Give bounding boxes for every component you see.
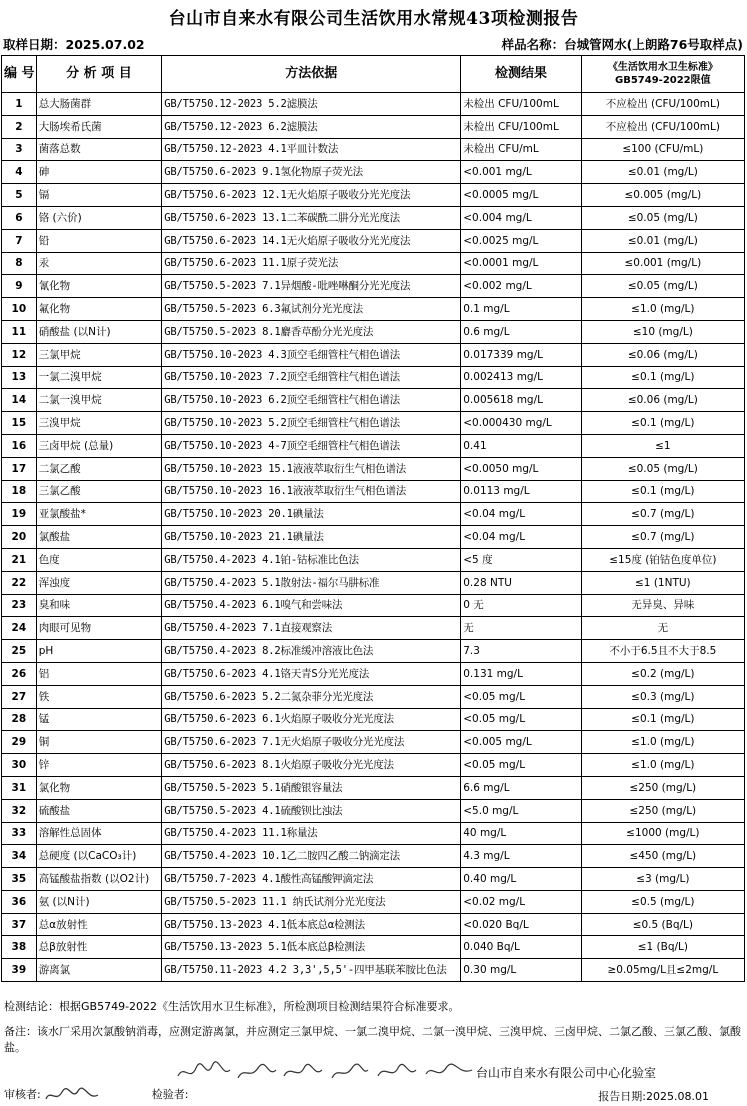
table-row [2,343,745,366]
table-row [2,434,745,457]
standard-limit: ≤0.06 (mg/L) [581,389,744,412]
row-number: 13 [2,366,37,389]
laboratory-name: 台山市自来水有限公司中心化验室 [476,1066,657,1080]
method-basis: GB/T5750.5-2023 5.1硝酸银容量法 [162,776,461,799]
analysis-item: 三溴甲烷 [36,412,162,435]
row-number: 25 [2,640,37,663]
table-row [2,936,745,959]
test-result: 未检出 CFU/100mL [461,93,581,116]
report-date-value: 2025.08.01 [646,1090,709,1103]
table-row [2,708,745,731]
analysis-item: 氯化物 [36,776,162,799]
analysis-item: 氰化物 [36,275,162,298]
test-result: <0.05 mg/L [461,754,581,777]
analysis-item: 硫酸盐 [36,799,162,822]
test-result: 0.6 mg/L [461,320,581,343]
standard-limit: ≤0.05 (mg/L) [581,206,744,229]
row-number: 22 [2,571,37,594]
table-body [2,93,745,982]
method-basis: GB/T5750.12-2023 5.2滤膜法 [162,93,461,116]
row-number: 23 [2,594,37,617]
row-number: 3 [2,138,37,161]
method-basis: GB/T5750.6-2023 14.1无火焰原子吸收分光光度法 [162,229,461,252]
test-result: <0.005 mg/L [461,731,581,754]
analysis-item: 镉 [36,184,162,207]
row-number: 37 [2,913,37,936]
test-result: <0.0025 mg/L [461,229,581,252]
standard-limit: ≤1000 (mg/L) [581,822,744,845]
test-result: 0.131 mg/L [461,662,581,685]
standard-limit: ≤0.1 (mg/L) [581,480,744,503]
handwritten-signatures [176,1060,476,1084]
test-result: 0.30 mg/L [461,959,581,982]
standard-limit: 不应检出 (CFU/100mL) [581,115,744,138]
method-basis: GB/T5750.6-2023 8.1火焰原子吸收分光光度法 [162,754,461,777]
test-result: 无 [461,617,581,640]
row-number: 10 [2,298,37,321]
standard-limit: 不应检出 (CFU/100mL) [581,93,744,116]
header-standard [581,56,744,93]
standard-limit: ≤10 (mg/L) [581,320,744,343]
analysis-item: 溶解性总固体 [36,822,162,845]
table-row [2,868,745,891]
row-number: 5 [2,184,37,207]
method-basis: GB/T5750.4-2023 7.1直接观察法 [162,617,461,640]
header-method: 方法依据 [162,56,461,93]
row-number: 33 [2,822,37,845]
method-basis: GB/T5750.4-2023 4.1铂-钴标准比色法 [162,548,461,571]
row-number: 24 [2,617,37,640]
row-number: 11 [2,320,37,343]
table-row [2,503,745,526]
table-row [2,93,745,116]
row-number: 27 [2,685,37,708]
test-result: <0.000430 mg/L [461,412,581,435]
table-row [2,594,745,617]
analysis-item: 锌 [36,754,162,777]
method-basis: GB/T5750.4-2023 6.1嗅气和尝味法 [162,594,461,617]
row-number: 26 [2,662,37,685]
row-number: 17 [2,457,37,480]
method-basis: GB/T5750.12-2023 4.1平皿计数法 [162,138,461,161]
test-result: 未检出 CFU/100mL [461,115,581,138]
table-row [2,822,745,845]
standard-limit: 不小于6.5且不大于8.5 [581,640,744,663]
method-basis: GB/T5750.13-2023 4.1低本底总α检测法 [162,913,461,936]
method-basis: GB/T5750.10-2023 16.1液液萃取衍生气相色谱法 [162,480,461,503]
test-result: 0.005618 mg/L [461,389,581,412]
table-row [2,457,745,480]
standard-limit: ≤0.05 (mg/L) [581,275,744,298]
standard-limit: ≤0.01 (mg/L) [581,229,744,252]
method-basis: GB/T5750.7-2023 4.1酸性高锰酸钾滴定法 [162,868,461,891]
analysis-item: 硝酸盐 (以N计) [36,320,162,343]
row-number: 30 [2,754,37,777]
method-basis: GB/T5750.10-2023 5.2顶空毛细管柱气相色谱法 [162,412,461,435]
row-number: 32 [2,799,37,822]
row-number: 29 [2,731,37,754]
standard-limit: ≤0.005 (mg/L) [581,184,744,207]
standard-limit: ≤0.7 (mg/L) [581,503,744,526]
table-row [2,640,745,663]
standard-limit: ≤0.5 (Bq/L) [581,913,744,936]
header-item: 分 析 项 目 [36,56,162,93]
standard-limit: ≤0.3 (mg/L) [581,685,744,708]
row-number: 18 [2,480,37,503]
method-basis: GB/T5750.6-2023 11.1原子荧光法 [162,252,461,275]
analysis-item: 砷 [36,161,162,184]
table-row [2,229,745,252]
reviewer-signature [44,1087,100,1103]
row-number: 12 [2,343,37,366]
test-result: 0.002413 mg/L [461,366,581,389]
sampling-date [3,35,145,53]
standard-limit: ≤1.0 (mg/L) [581,298,744,321]
test-result: 0.017339 mg/L [461,343,581,366]
test-result: 未检出 CFU/mL [461,138,581,161]
test-result: 0.41 [461,434,581,457]
standard-limit: ≥0.05mg/L且≤2mg/L [581,959,744,982]
standard-limit: ≤0.1 (mg/L) [581,366,744,389]
row-number: 14 [2,389,37,412]
table-row [2,662,745,685]
standard-limit: ≤250 (mg/L) [581,799,744,822]
standard-limit: ≤450 (mg/L) [581,845,744,868]
standard-limit: ≤250 (mg/L) [581,776,744,799]
analysis-item: 氟化物 [36,298,162,321]
table-row [2,366,745,389]
analysis-item: 氨 (以N计) [36,890,162,913]
report-title: 台山市自来水有限公司生活饮用水常规43项检测报告 [168,9,579,29]
standard-limit: 无异臭、异味 [581,594,744,617]
method-basis: GB/T5750.10-2023 4.3顶空毛细管柱气相色谱法 [162,343,461,366]
test-result: 0.28 NTU [461,571,581,594]
test-result: <0.001 mg/L [461,161,581,184]
method-basis: GB/T5750.10-2023 21.1碘量法 [162,526,461,549]
table-row [2,776,745,799]
table-row [2,480,745,503]
row-number: 31 [2,776,37,799]
table-row [2,298,745,321]
standard-limit: ≤1.0 (mg/L) [581,731,744,754]
standard-limit: ≤1 (1NTU) [581,571,744,594]
header-standard-line1: 《生活饮用水卫生标准》 [607,62,718,73]
row-number: 16 [2,434,37,457]
row-number: 6 [2,206,37,229]
standard-limit: ≤0.05 (mg/L) [581,457,744,480]
analysis-item: 三氯乙酸 [36,480,162,503]
method-basis: GB/T5750.10-2023 7.2顶空毛细管柱气相色谱法 [162,366,461,389]
header-no: 编 号 [2,56,37,93]
method-basis: GB/T5750.5-2023 7.1异烟酸-吡唑啉酮分光光度法 [162,275,461,298]
test-result: <0.04 mg/L [461,503,581,526]
table-row [2,845,745,868]
table-row [2,913,745,936]
test-result: <0.05 mg/L [461,685,581,708]
standard-limit: ≤0.7 (mg/L) [581,526,744,549]
analysis-item: 总α放射性 [36,913,162,936]
standard-limit: ≤0.06 (mg/L) [581,343,744,366]
method-basis: GB/T5750.4-2023 5.1散射法-福尔马肼标准 [162,571,461,594]
test-result: <0.004 mg/L [461,206,581,229]
report-date-label: 报告日期: [598,1090,647,1103]
test-result: <0.05 mg/L [461,708,581,731]
analysis-item: 铁 [36,685,162,708]
method-basis: GB/T5750.12-2023 6.2滤膜法 [162,115,461,138]
analysis-item: 总β放射性 [36,936,162,959]
table-row [2,959,745,982]
test-result: 0.1 mg/L [461,298,581,321]
analysis-item: 色度 [36,548,162,571]
method-basis: GB/T5750.5-2023 4.1硫酸钡比浊法 [162,799,461,822]
standard-limit: ≤3 (mg/L) [581,868,744,891]
analysis-item: 游离氯 [36,959,162,982]
method-basis: GB/T5750.6-2023 13.1二苯碳酰二肼分光光度法 [162,206,461,229]
standard-limit: ≤0.001 (mg/L) [581,252,744,275]
test-result: 0.0113 mg/L [461,480,581,503]
method-basis: GB/T5750.10-2023 15.1液液萃取衍生气相色谱法 [162,457,461,480]
test-result: 6.6 mg/L [461,776,581,799]
row-number: 19 [2,503,37,526]
analysis-item: 铅 [36,229,162,252]
standard-limit: ≤0.2 (mg/L) [581,662,744,685]
test-result: <0.02 mg/L [461,890,581,913]
row-number: 28 [2,708,37,731]
analysis-item: 铬 (六价) [36,206,162,229]
row-number: 15 [2,412,37,435]
results-table [1,55,745,982]
test-result: 40 mg/L [461,822,581,845]
method-basis: GB/T5750.6-2023 7.1无火焰原子吸收分光光度法 [162,731,461,754]
header-result: 检测结果 [461,56,581,93]
analysis-item: 总大肠菌群 [36,93,162,116]
method-basis: GB/T5750.5-2023 6.3氟试剂分光光度法 [162,298,461,321]
sampling-date-value: 2025.07.02 [65,37,145,52]
table-row [2,252,745,275]
analysis-item: 亚氯酸盐* [36,503,162,526]
table-header-row [2,56,745,93]
test-result: 7.3 [461,640,581,663]
analysis-item: 铝 [36,662,162,685]
test-conclusion: 检测结论：根据GB5749-2022《生活饮用水卫生标准》，所检测项目检测结果符合标准要求。 [4,1000,460,1013]
method-basis: GB/T5750.10-2023 4-7顶空毛细管柱气相色谱法 [162,434,461,457]
test-result: 0.040 Bq/L [461,936,581,959]
analysis-item: 二氯乙酸 [36,457,162,480]
analysis-item: 大肠埃希氏菌 [36,115,162,138]
table-row [2,275,745,298]
standard-limit: ≤0.1 (mg/L) [581,412,744,435]
test-result: <5.0 mg/L [461,799,581,822]
test-result: <0.020 Bq/L [461,913,581,936]
method-basis: GB/T5750.5-2023 11.1 纳氏试剂分光光度法 [162,890,461,913]
method-basis: GB/T5750.6-2023 4.1铬天青S分光光度法 [162,662,461,685]
method-basis: GB/T5750.10-2023 20.1碘量法 [162,503,461,526]
analysis-item: 菌落总数 [36,138,162,161]
table-row [2,184,745,207]
table-row [2,412,745,435]
header-standard-line2: GB5749-2022限值 [615,75,711,86]
analysis-item: 浑浊度 [36,571,162,594]
remarks: 备注：该水厂采用次氯酸钠消毒，应测定游离氯，并应测定三氯甲烷、一氯二溴甲烷、二氯一溴甲烷、三溴甲烷、三卤甲烷、二氯乙酸、三氯乙酸、氯酸盐。 [4,1025,741,1054]
row-number: 20 [2,526,37,549]
table-row [2,731,745,754]
table-row [2,571,745,594]
row-number: 1 [2,93,37,116]
table-row [2,548,745,571]
row-number: 38 [2,936,37,959]
table-row [2,115,745,138]
row-number: 39 [2,959,37,982]
sample-name-value: 台城管网水(上朗路76号取样点) [564,37,743,52]
standard-limit: ≤0.01 (mg/L) [581,161,744,184]
standard-limit: ≤100 (CFU/mL) [581,138,744,161]
sample-name-label: 样品名称： [501,37,565,52]
table-row [2,799,745,822]
inspector-label: 检验者: [151,1088,189,1101]
table-row [2,526,745,549]
sampling-date-label: 取样日期： [3,37,66,52]
row-number: 4 [2,161,37,184]
table-row [2,754,745,777]
test-result: 0 无 [461,594,581,617]
analysis-item: 铜 [36,731,162,754]
standard-limit: ≤1 (Bq/L) [581,936,744,959]
method-basis: GB/T5750.5-2023 8.1麝香草酚分光光度法 [162,320,461,343]
standard-limit: ≤15度 (铂钴色度单位) [581,548,744,571]
method-basis: GB/T5750.4-2023 8.2标准缓冲溶液比色法 [162,640,461,663]
row-number: 36 [2,890,37,913]
table-row [2,138,745,161]
signature-scribble [178,1062,472,1078]
row-number: 9 [2,275,37,298]
method-basis: GB/T5750.6-2023 9.1氢化物原子荧光法 [162,161,461,184]
analysis-item: pH [36,640,162,663]
row-number: 2 [2,115,37,138]
test-result: <0.0005 mg/L [461,184,581,207]
standard-limit: ≤1.0 (mg/L) [581,754,744,777]
reviewer-label: 审核者: [4,1088,41,1101]
analysis-item: 氯酸盐 [36,526,162,549]
method-basis: GB/T5750.6-2023 12.1无火焰原子吸收分光光度法 [162,184,461,207]
method-basis: GB/T5750.6-2023 6.1火焰原子吸收分光光度法 [162,708,461,731]
table-row [2,617,745,640]
analysis-item: 汞 [36,252,162,275]
row-number: 35 [2,868,37,891]
method-basis: GB/T5750.13-2023 5.1低本底总β检测法 [162,936,461,959]
reviewer-block [4,1086,188,1103]
analysis-item: 高锰酸盐指数 (以O2计) [36,868,162,891]
test-result: <0.0001 mg/L [461,252,581,275]
row-number: 8 [2,252,37,275]
analysis-item: 肉眼可见物 [36,617,162,640]
row-number: 34 [2,845,37,868]
row-number: 7 [2,229,37,252]
method-basis: GB/T5750.10-2023 6.2顶空毛细管柱气相色谱法 [162,389,461,412]
standard-limit: ≤1 [581,434,744,457]
method-basis: GB/T5750.11-2023 4.2 3,3',5,5'-四甲基联苯胺比色法 [162,959,461,982]
sample-name [502,35,743,53]
test-result: <0.002 mg/L [461,275,581,298]
test-result: <5 度 [461,548,581,571]
method-basis: GB/T5750.4-2023 10.1乙二胺四乙酸二钠滴定法 [162,845,461,868]
method-basis: GB/T5750.6-2023 5.2二氮杂菲分光光度法 [162,685,461,708]
table-row [2,206,745,229]
table-row [2,161,745,184]
analysis-item: 二氯一溴甲烷 [36,389,162,412]
analysis-item: 一氯二溴甲烷 [36,366,162,389]
table-row [2,890,745,913]
analysis-item: 臭和味 [36,594,162,617]
test-result: 0.40 mg/L [461,868,581,891]
standard-limit: 无 [581,617,744,640]
row-number: 21 [2,548,37,571]
report-date [598,1088,709,1104]
analysis-item: 锰 [36,708,162,731]
table-row [2,389,745,412]
test-result: <0.0050 mg/L [461,457,581,480]
analysis-item: 三卤甲烷 (总量) [36,434,162,457]
analysis-item: 总硬度 (以CaCO₃计) [36,845,162,868]
table-row [2,320,745,343]
method-basis: GB/T5750.4-2023 11.1称量法 [162,822,461,845]
table-row [2,685,745,708]
standard-limit: ≤0.5 (mg/L) [581,890,744,913]
test-result: 4.3 mg/L [461,845,581,868]
standard-limit: ≤0.1 (mg/L) [581,708,744,731]
test-result: <0.04 mg/L [461,526,581,549]
analysis-item: 三氯甲烷 [36,343,162,366]
